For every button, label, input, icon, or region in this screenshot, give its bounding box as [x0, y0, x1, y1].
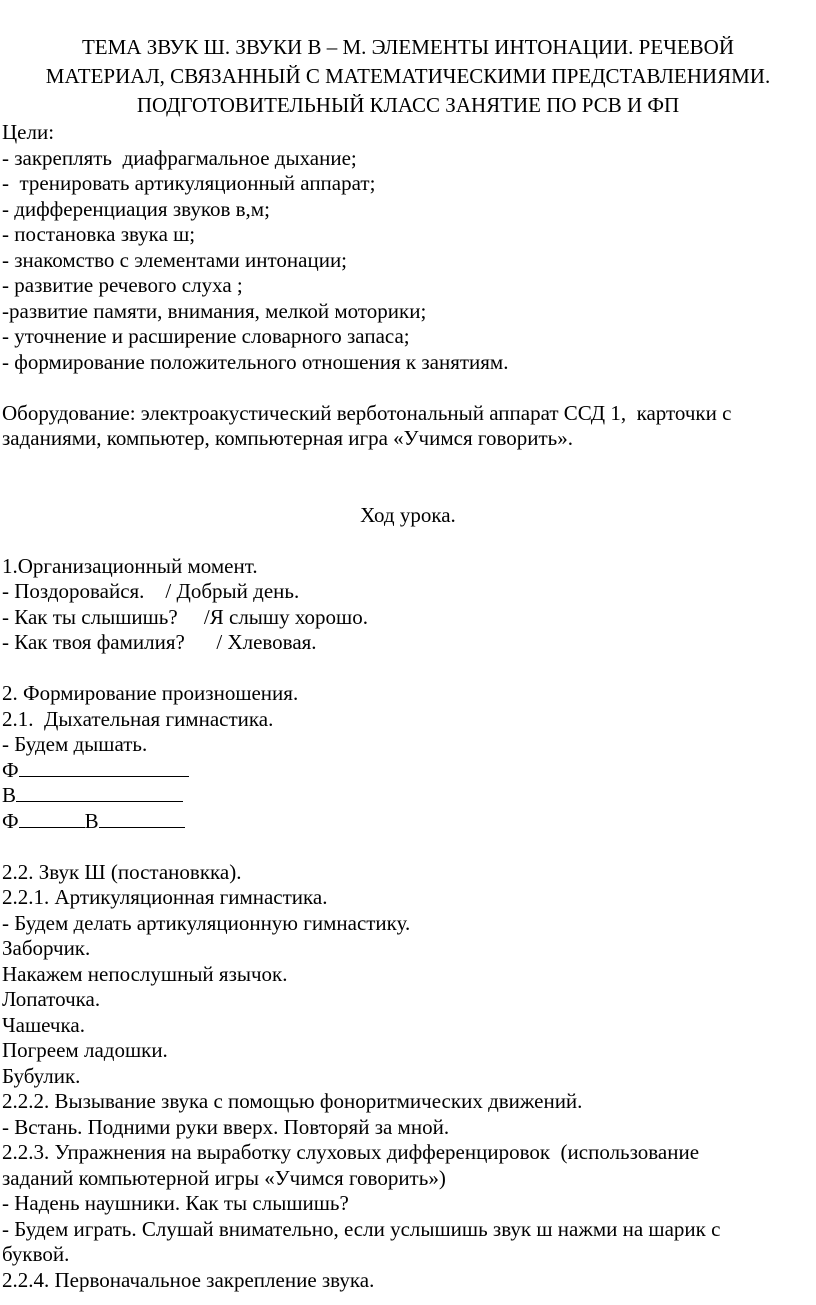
breath-letter: В	[84, 808, 99, 833]
sound-sh-heading: 2.2. Звук Ш (постановкка).	[2, 859, 242, 884]
lesson-heading: Ход урока.	[360, 502, 456, 527]
exercise-line: - Будем делать артикуляционную гимнастику.	[2, 910, 411, 935]
exercise-line: Бубулик.	[2, 1063, 81, 1088]
document-title	[0, 33, 816, 120]
breath-row-fv	[2, 809, 814, 835]
goal-item: - дифференциация звуков в,м;	[2, 196, 270, 221]
exercise-line: Погреем ладошки.	[2, 1038, 168, 1062]
goal-item: - закреплять диафрагмальное дыхание;	[2, 145, 357, 170]
phonorhythm-heading: 2.2.2. Вызывание звука с помощью фоноритмических движений.	[2, 1089, 583, 1113]
exercise-line: Чашечка.	[2, 1012, 85, 1037]
title-line-3: ПОДГОТОВИТЕЛЬНЫЙ КЛАСС ЗАНЯТИЕ ПО РСВ И ФП	[136, 93, 680, 117]
exercise-line: Накажем непослушный язычок.	[2, 961, 288, 986]
org-heading: 1.Организационный момент.	[2, 553, 258, 578]
breathing-instruction: - Будем дышать.	[2, 732, 148, 756]
phonorhythm-instruction: - Встань. Подними руки вверх. Повторяй за мной.	[2, 1114, 450, 1139]
dialog-line: - Поздоровайся. / Добрый день.	[2, 579, 300, 603]
auditory-line: буквой.	[2, 1242, 70, 1266]
goal-item: -развитие памяти, внимания, мелкой моторики;	[2, 298, 427, 323]
equipment-line-1: Оборудование: электроакустический верботональный аппарат ССД 1, карточки с	[2, 400, 732, 425]
spacer	[2, 834, 814, 860]
auditory-heading-line-1: 2.2.3. Упражнения на выработку слуховых дифференцировок (использование	[2, 1140, 700, 1164]
breath-row-v	[2, 783, 814, 809]
consolidation-heading: 2.2.4. Первоначальное закрепление звука.	[2, 1267, 375, 1292]
spacer	[2, 452, 814, 503]
spacer	[2, 375, 814, 401]
title-line-1: ТЕМА ЗВУК Ш. ЗВУКИ В – М. ЭЛЕМЕНТЫ ИНТОНАЦИИ. РЕЧЕВОЙ	[81, 35, 735, 59]
breath-letter: Ф	[2, 808, 19, 833]
pron-heading: 2. Формирование произношения.	[2, 681, 299, 705]
title-line-2: МАТЕРИАЛ, СВЯЗАННЫЙ С МАТЕМАТИЧЕСКИМИ ПРЕДСТАВЛЕНИЯМИ.	[45, 64, 771, 88]
exercise-line: Заборчик.	[2, 936, 91, 960]
exercise-line: Лопаточка.	[2, 987, 101, 1011]
auditory-heading-line-2: заданий компьютерной игры «Учимся говорить»)	[2, 1165, 446, 1190]
goal-item: - постановка звука ш;	[2, 222, 196, 246]
breath-row-f	[2, 758, 814, 784]
breath-letter: В	[2, 783, 17, 807]
breathing-heading: 2.1. Дыхательная гимнастика.	[2, 706, 274, 731]
equipment-line-2: заданиями, компьютер, компьютерная игра «Учимся говорить».	[2, 426, 573, 450]
breath-line	[19, 758, 189, 777]
auditory-line: - Будем играть. Слушай внимательно, если услышишь звук ш нажми на шарик с	[2, 1216, 721, 1241]
breath-line	[16, 783, 183, 802]
articulation-heading: 2.2.1. Артикуляционная гимнастика.	[2, 885, 328, 909]
dialog-line: - Как твоя фамилия? / Хлевовая.	[2, 630, 317, 654]
dialog-line: - Как ты слышишь? /Я слышу хорошо.	[2, 604, 368, 629]
goal-item: - тренировать артикуляционный аппарат;	[2, 171, 376, 195]
document-body	[2, 120, 814, 1293]
spacer	[2, 656, 814, 682]
auditory-line: - Надень наушники. Как ты слышишь?	[2, 1191, 349, 1215]
goal-item: - развитие речевого слуха ;	[2, 273, 243, 297]
breath-line	[99, 809, 185, 828]
goal-item: - формирование положительного отношения к занятиям.	[2, 349, 509, 374]
goal-item: - уточнение и расширение словарного запаса;	[2, 324, 410, 348]
breath-line	[19, 809, 85, 828]
goals-heading: Цели:	[2, 120, 55, 144]
spacer	[2, 528, 814, 554]
breath-letter: Ф	[2, 757, 19, 782]
goal-item: - знакомство с элементами интонации;	[2, 247, 348, 272]
